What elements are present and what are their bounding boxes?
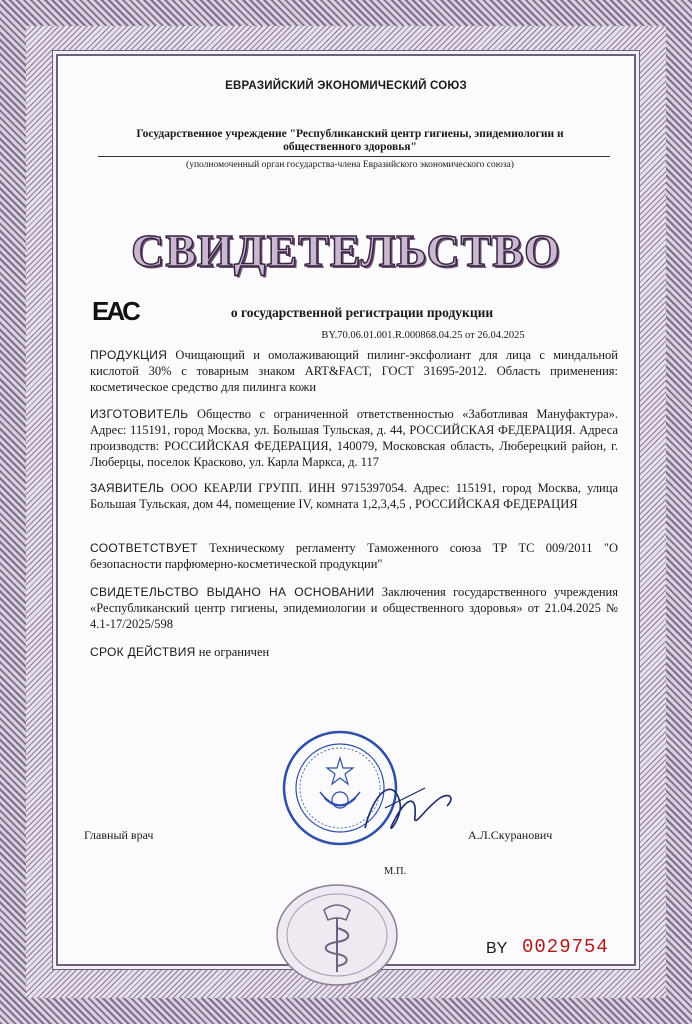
applicant-text: ООО КЕАРЛИ ГРУПП. ИНН 9715397054. Адрес: 115191, город Москва, улица Большая Тульская, дом 44, помещение IV, комната 1,2,3,4,5 , РОССИЙСКАЯ ФЕДЕРАЦИЯ [90, 481, 618, 511]
compliance-label: СООТВЕТСТВУЕТ [90, 541, 198, 555]
manufacturer-section [90, 406, 618, 470]
applicant-label: ЗАЯВИТЕЛЬ [90, 481, 165, 495]
handwritten-signature [355, 768, 465, 848]
validity-section [90, 644, 618, 660]
document-subtitle: о государственной регистрации продукции [230, 305, 494, 320]
manufacturer-label: ИЗГОТОВИТЕЛЬ [90, 407, 189, 421]
document-title: СВИДЕТЕЛЬСТВО [131, 225, 561, 276]
eac-mark-icon: EAC [92, 296, 138, 326]
stamp-place-label: М.П. [384, 866, 407, 877]
product-label: ПРОДУКЦИЯ [90, 348, 168, 362]
basis-section [90, 584, 618, 632]
product-text: Очищающий и омолаживающий пилинг-эксфолиант для лица с миндальной кислотой 30% с товарным знаком ART&FACT, ГОСТ 31695-2012. Область применения: косметическое средство для пилинга кожи [90, 348, 618, 394]
serial-prefix: BY [486, 940, 508, 957]
compliance-section [90, 540, 618, 572]
validity-label: СРОК ДЕЙСТВИЯ [90, 645, 196, 659]
signatory-name: А.Л.Скуранович [468, 828, 553, 842]
product-section [90, 347, 618, 395]
divider [98, 156, 610, 157]
institution-name: Государственное учреждение "Республиканский центр гигиены, эпидемиологии и общественного здоровья" [136, 128, 564, 153]
compliance-text: Техническому регламенту Таможенного союза ТР ТС 009/2011 "О безопасности парфюмерно-косметической продукции" [90, 541, 618, 571]
signatory-role: Главный врач [84, 828, 154, 842]
validity-text: не ограничен [195, 645, 270, 659]
basis-label: СВИДЕТЕЛЬСТВО ВЫДАНО НА ОСНОВАНИИ [90, 585, 375, 599]
manufacturer-text: Общество с ограниченной ответственностью «Заботливая Мануфактура». Адрес: 115191, город Москва, ул. Большая Тульская, д. 44, РОССИЙСКАЯ ФЕДЕРАЦИЯ. Адреса производств: РОССИЙСКАЯ ФЕДЕРАЦИЯ, 140079, Московская область, Люберецкий район, г. Люберцы, поселок Красково, ул. Карла Маркса, д. 117 [90, 407, 618, 469]
hologram-emblem-icon [272, 880, 402, 990]
registration-number: BY.70.06.01.001.R.000868.04.25 от 26.04.2025 [321, 330, 525, 341]
authority-note: (уполномоченный орган государства-члена Евразийского экономического союза) [186, 160, 514, 170]
basis-text: Заключения государственного учреждения «Республиканский центр гигиены, эпидемиологии и общественного здоровья» от 21.04.2025 № 4.1-17/2025/598 [90, 585, 618, 631]
union-heading: ЕВРАЗИЙСКИЙ ЭКОНОМИЧЕСКИЙ СОЮЗ [225, 80, 467, 92]
serial-number: 0029754 [522, 936, 609, 958]
applicant-section [90, 480, 618, 512]
